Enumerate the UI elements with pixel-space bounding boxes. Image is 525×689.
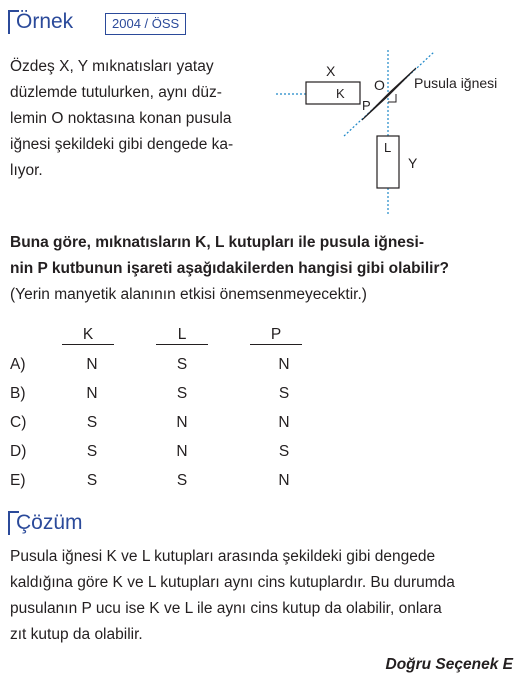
question-line: nin P kutbunun işareti aşağıdakilerden hangisi gibi olabilir? [10,260,449,277]
option-value-p: S [278,385,290,402]
intro-line: lıyor. [10,162,43,179]
intro-paragraph [10,54,280,184]
solution-paragraph [10,544,522,648]
label-y: Y [408,155,418,171]
option-value-k: S [86,472,98,489]
label-o: O [374,77,385,93]
option-letter: C) [10,414,27,431]
solution-heading [8,511,83,535]
heading-bracket-decoration [8,511,19,535]
option-value-p: N [278,472,290,489]
solution-line: pusulanın P ucu ise K ve L ile aynı cins kutup da olabilir, onlara [10,600,442,617]
option-value-l: S [176,356,188,373]
solution-line: Pusula iğnesi K ve L kutupları arasında şekildeki gibi dengede [10,548,436,565]
option-value-k: N [86,356,98,373]
question-block [10,230,522,308]
question-note: (Yerin manyetik alanının etkisi önemsenmeyecektir.) [10,286,367,303]
needle-label: Pusula iğnesi [414,75,498,91]
column-header-p: P [250,326,302,345]
option-letter: E) [10,472,26,489]
year-badge: 2004 / ÖSS [105,13,186,35]
option-value-l: S [176,385,188,402]
solution-title: Çözüm [16,511,83,534]
option-value-p: N [278,414,290,431]
label-x: X [326,63,336,79]
option-letter: B) [10,385,26,402]
option-value-p: N [278,356,290,373]
correct-answer-note: Doğru Seçenek E [385,656,513,673]
label-l: L [384,140,392,155]
magnet-compass-figure [270,44,520,222]
intro-line: düzlemde tutulurken, aynı düz- [10,84,222,101]
label-p: P [362,98,371,113]
option-letter: D) [10,443,27,460]
label-k: K [336,86,345,101]
column-header-l: L [156,326,208,345]
solution-line: kaldığına göre K ve L kutupları aynı cins kutuplardır. Bu durumda [10,574,455,591]
option-value-k: S [86,443,98,460]
option-value-l: N [176,443,188,460]
option-value-p: S [278,443,290,460]
example-title: Örnek [16,10,74,33]
example-heading [8,10,73,34]
solution-line: zıt kutup da olabilir. [10,626,143,643]
option-value-l: N [176,414,188,431]
intro-line: Özdeş X, Y mıknatısları yatay [10,58,214,75]
option-value-k: S [86,414,98,431]
intro-line: lemin O noktasına konan pusula [10,110,232,127]
question-line: Buna göre, mıknatısların K, L kutupları ile pusula iğnesi- [10,234,424,251]
magnet-x [306,82,360,104]
option-value-l: S [176,472,188,489]
option-letter: A) [10,356,26,373]
heading-bracket-decoration [8,10,19,34]
column-header-k: K [62,326,114,345]
intro-line: iğnesi şekildeki gibi dengede ka- [10,136,234,153]
option-value-k: N [86,385,98,402]
